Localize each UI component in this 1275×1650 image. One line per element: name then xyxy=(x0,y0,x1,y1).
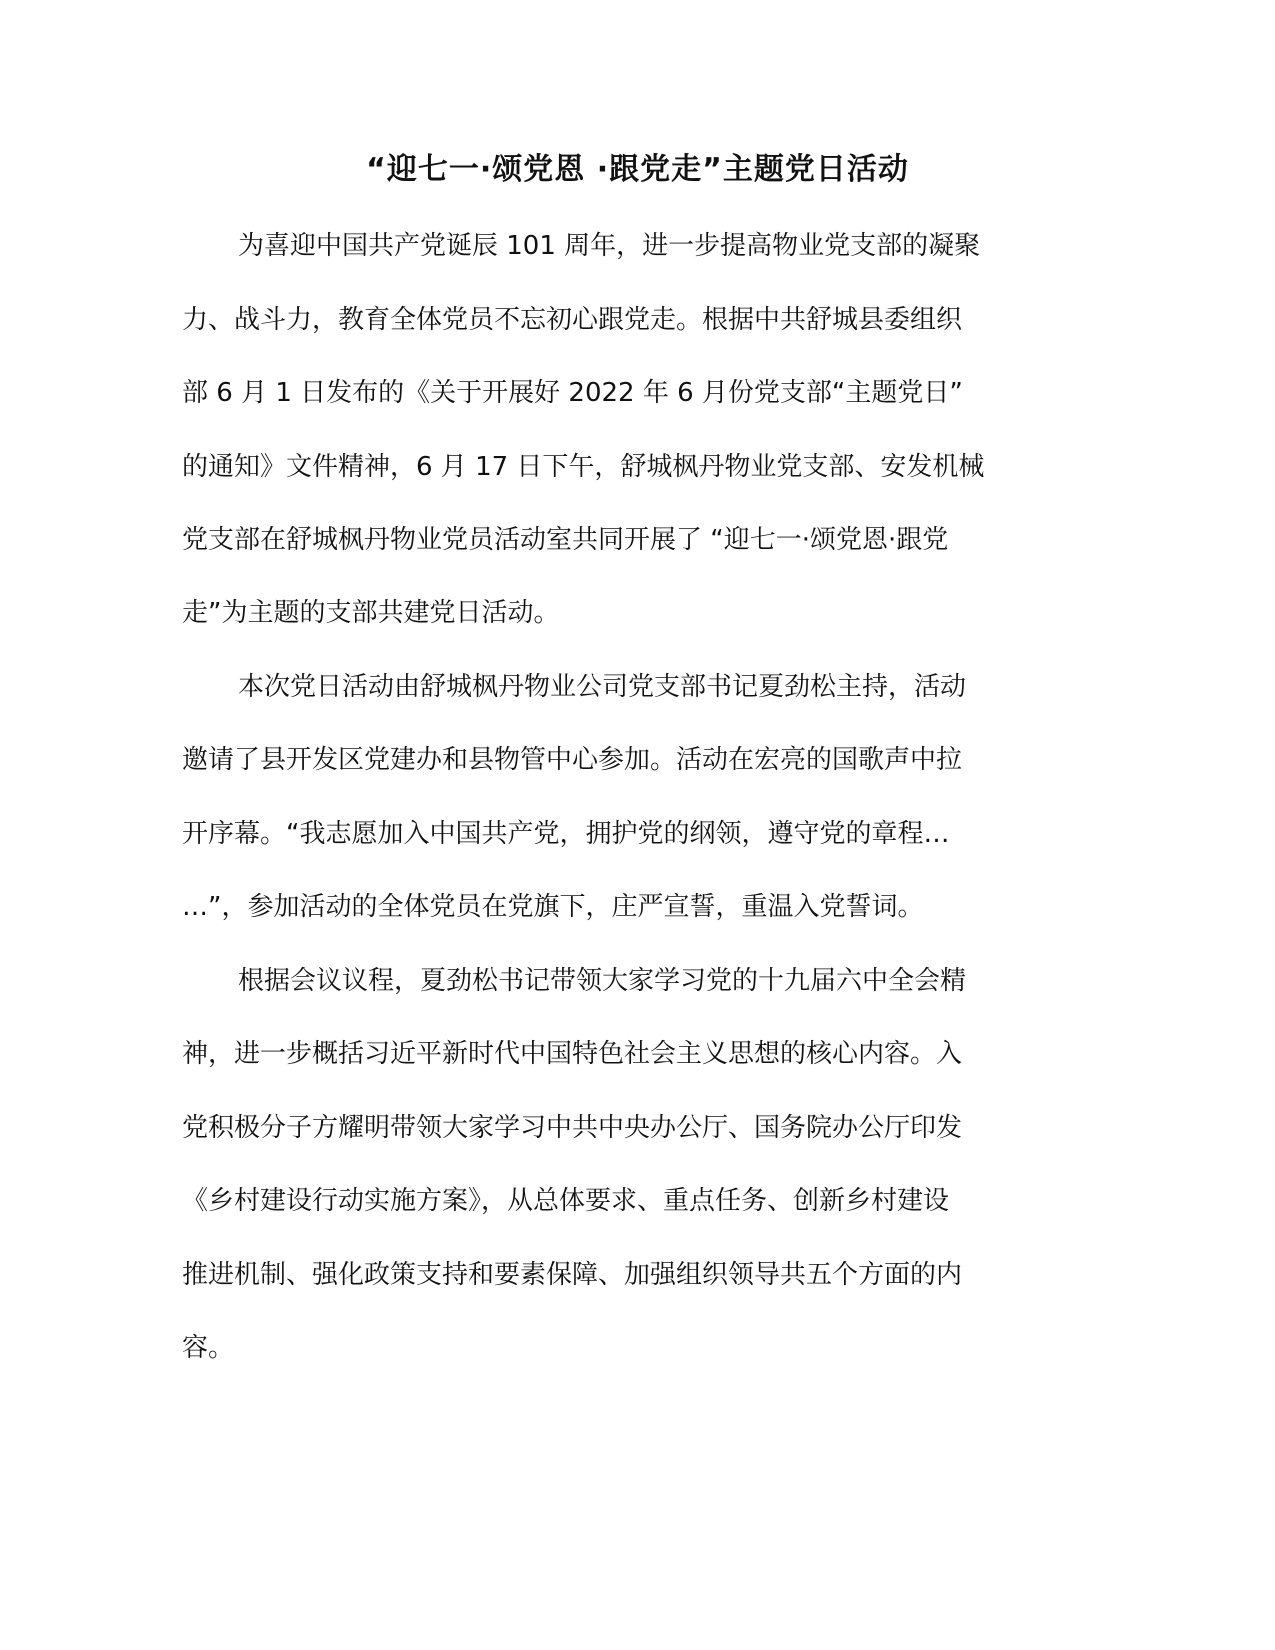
paragraph-3-line-5: 推进机制、强化政策支持和要素保障、加强组织领导共五个方面的内 xyxy=(182,1260,963,1290)
paragraph-1-line-6: 走”为主题的支部共建党日活动。 xyxy=(182,598,560,628)
paragraph-2-line-4: …”，参加活动的全体党员在党旗下，庄严宣誓，重温入党誓词。 xyxy=(182,892,924,922)
document-title: “迎七一·颂党恩 ·跟党走”主题党日活动 xyxy=(366,152,909,187)
paragraph-1-line-2: 力、战斗力，教育全体党员不忘初心跟党走。根据中共舒城县委组织 xyxy=(182,305,963,335)
paragraph-3-line-1: 根据会议议程，夏劲松书记带领大家学习党的十九届六中全会精 xyxy=(238,966,967,996)
paragraph-1-line-3: 部 6 月 1 日发布的《关于开展好 2022 年 6 月份党支部“主题党日” xyxy=(182,378,963,408)
paragraph-2-line-2: 邀请了县开发区党建办和县物管中心参加。活动在宏亮的国歌声中拉 xyxy=(182,745,963,775)
paragraph-2-line-3: 开序幕。“我志愿加入中国共产党，拥护党的纲领，遵守党的章程… xyxy=(182,819,950,849)
paragraph-3-line-3: 党积极分子方耀明带领大家学习中共中央办公厅、国务院办公厅印发 xyxy=(182,1113,963,1143)
paragraph-1-line-4: 的通知》文件精神，6 月 17 日下午，舒城枫丹物业党支部、安发机械 xyxy=(182,452,985,482)
paragraph-1-line-5: 党支部在舒城枫丹物业党员活动室共同开展了 “迎七一·颂党恩·跟党 xyxy=(182,525,949,555)
paragraph-3-line-2: 神，进一步概括习近平新时代中国特色社会主义思想的核心内容。入 xyxy=(182,1039,963,1069)
paragraph-1-line-1: 为喜迎中国共产党诞辰 101 周年，进一步提高物业党支部的凝聚 xyxy=(238,231,981,261)
paragraph-3-line-6: 容。 xyxy=(182,1333,235,1363)
paragraph-3-line-4: 《乡村建设行动实施方案》，从总体要求、重点任务、创新乡村建设 xyxy=(182,1186,950,1216)
paragraph-2-line-1: 本次党日活动由舒城枫丹物业公司党支部书记夏劲松主持，活动 xyxy=(238,672,967,702)
